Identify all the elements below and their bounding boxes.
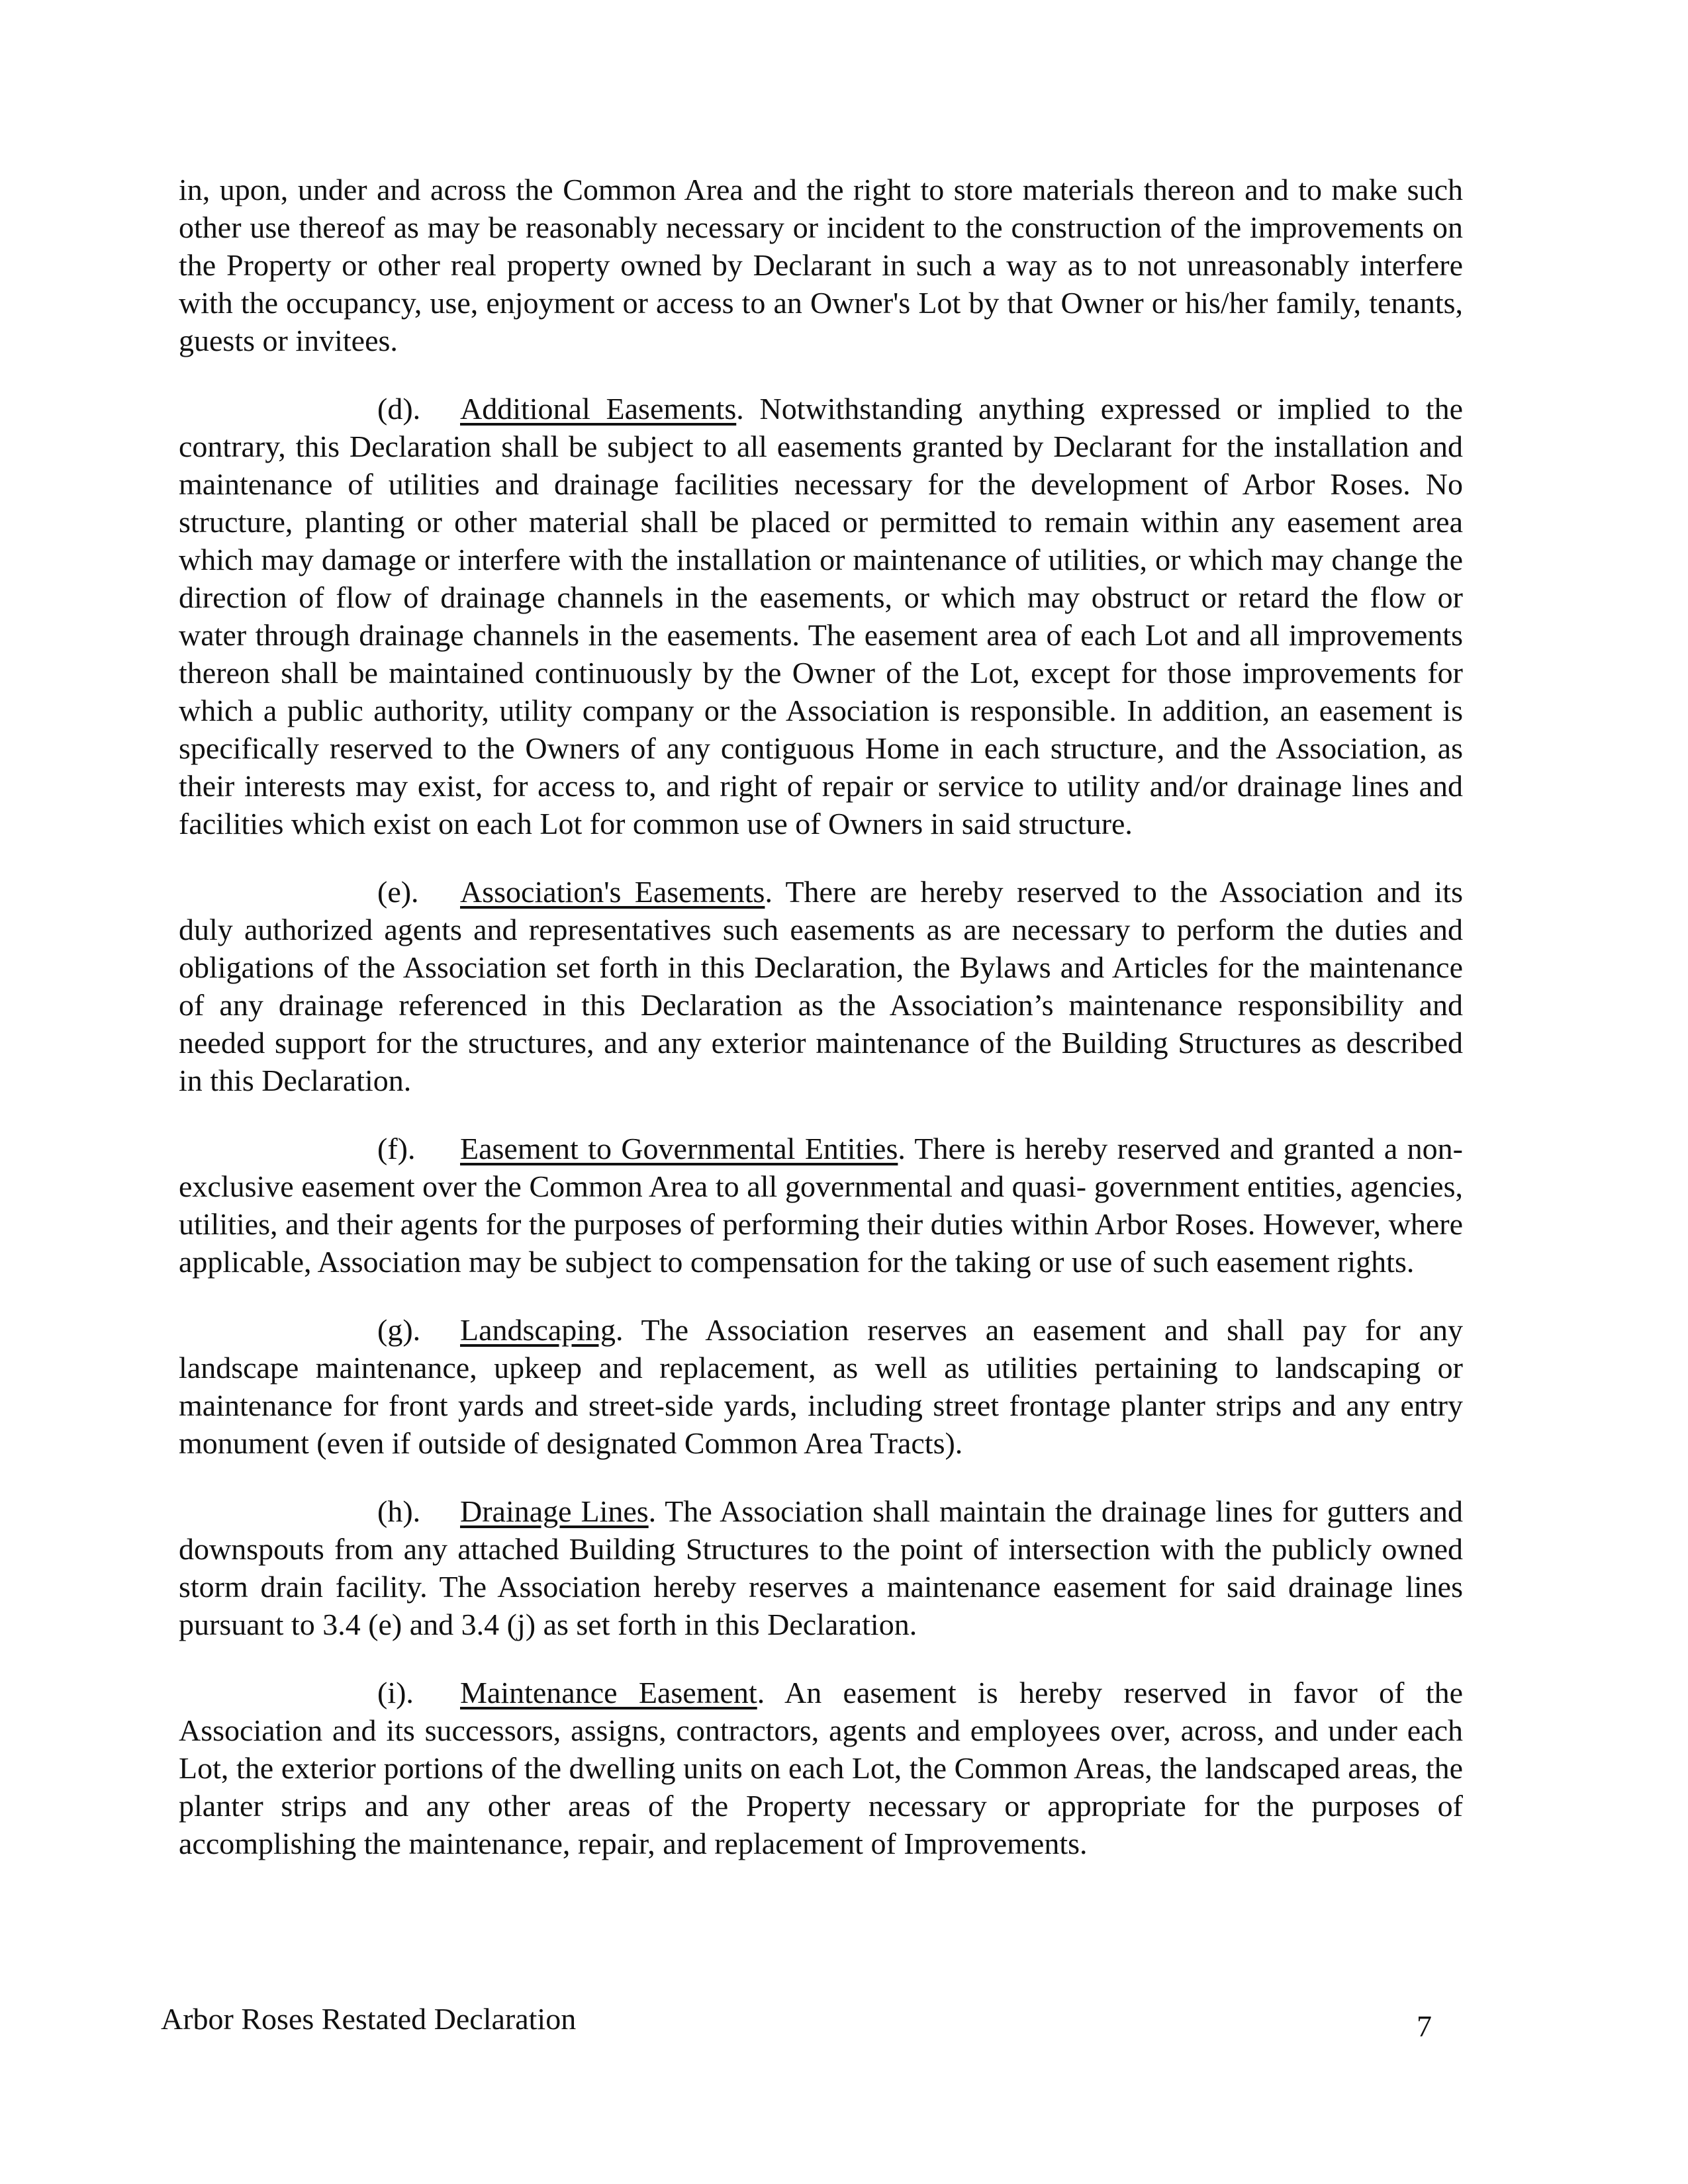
section-h-heading: Drainage Lines — [460, 1494, 649, 1528]
section-e-heading: Association's Easements — [460, 875, 765, 909]
section-f-heading: Easement to Governmental Entities — [460, 1132, 898, 1165]
section-i-marker: (i). — [377, 1676, 414, 1709]
section-f-body: . There is hereby reserved and granted a non-exclusive easement over the Common Area to all governmental and quasi- government entities, agencies, utilities, and their agents for the purposes of performing their duties within Arbor Roses. However, where applicable, Association may be subject to compensation for the taking or use of such easement rights. — [179, 1132, 1463, 1279]
section-e-marker: (e). — [377, 875, 419, 909]
section-d-heading: Additional Easements — [460, 392, 737, 426]
section-h-marker: (h). — [377, 1494, 421, 1528]
section-f — [179, 1130, 1463, 1281]
section-g-heading: Landscaping — [460, 1313, 616, 1347]
section-e — [179, 873, 1463, 1099]
section-e-body: . There are hereby reserved to the Association and its duly authorized agents and representatives such easements as are necessary to perform the duties and obligations of the Association set forth in this Declaration, the Bylaws and Articles for the maintenance of any drainage referenced in this Declaration as the Association’s maintenance responsibility and needed support for the structures, and any exterior maintenance of the Building Structures as described in this Declaration. — [179, 875, 1463, 1097]
section-f-marker: (f). — [377, 1132, 416, 1165]
section-g-body: . The Association reserves an easement and shall pay for any landscape maintenance, upkeep and replacement, as well as utilities pertaining to landscaping or maintenance for front yards and street-side yards, including street frontage planter strips and any entry monument (even if outside of designated Common Area Tracts). — [179, 1313, 1463, 1460]
section-i — [179, 1674, 1463, 1862]
section-h — [179, 1492, 1463, 1643]
section-h-body: . The Association shall maintain the drainage lines for gutters and downspouts from any attached Building Structures to the point of intersection with the publicly owned storm drain facility. The Association hereby reserves a maintenance easement for said drainage lines pursuant to 3.4 (e) and 3.4 (j) as set forth in this Declaration. — [179, 1494, 1463, 1641]
section-i-heading: Maintenance Easement — [460, 1676, 757, 1709]
section-g-marker: (g). — [377, 1313, 421, 1347]
continuation-paragraph: in, upon, under and across the Common Area and the right to store materials thereon and to make such other use thereof as may be reasonably necessary or incident to the construction of the improvements on the Property or other real property owned by Declarant in such a way as to not unreasonably interfere with the occupancy, use, enjoyment or access to an Owner's Lot by that Owner or his/her family, tenants, guests or invitees. — [179, 173, 1463, 357]
document-page — [179, 171, 1463, 1893]
footer-page-number: 7 — [1417, 2009, 1432, 2043]
footer-document-title: Arbor Roses Restated Declaration — [161, 2002, 577, 2036]
section-d-body: . Notwithstanding anything expressed or implied to the contrary, this Declaration shall be subject to all easements granted by Declarant for the installation and maintenance of utilities and drainage facilities necessary for the development of Arbor Roses. No structure, planting or other material shall be placed or permitted to remain within any easement area which may damage or interfere with the installation or maintenance of utilities, or which may change the direction of flow of drainage channels in the easements, or which may obstruct or retard the flow or water through drainage channels in the easements. The easement area of each Lot and all improvements thereon shall be maintained continuously by the Owner of the Lot, except for those improvements for which a public authority, utility company or the Association is responsible. In addition, an easement is specifically reserved to the Owners of any contiguous Home in each structure, and the Association, as their interests may exist, for access to, and right of repair or service to utility and/or drainage lines and facilities which exist on each Lot for common use of Owners in said structure. — [179, 392, 1463, 841]
section-g — [179, 1311, 1463, 1462]
section-i-body: . An easement is hereby reserved in favor of the Association and its successors, assigns, contractors, agents and employees over, across, and under each Lot, the exterior portions of the dwelling units on each Lot, the Common Areas, the landscaped areas, the planter strips and any other areas of the Property necessary or appropriate for the purposes of accomplishing the maintenance, repair, and replacement of Improvements. — [179, 1676, 1463, 1860]
section-d-marker: (d). — [377, 392, 421, 426]
section-d — [179, 390, 1463, 842]
